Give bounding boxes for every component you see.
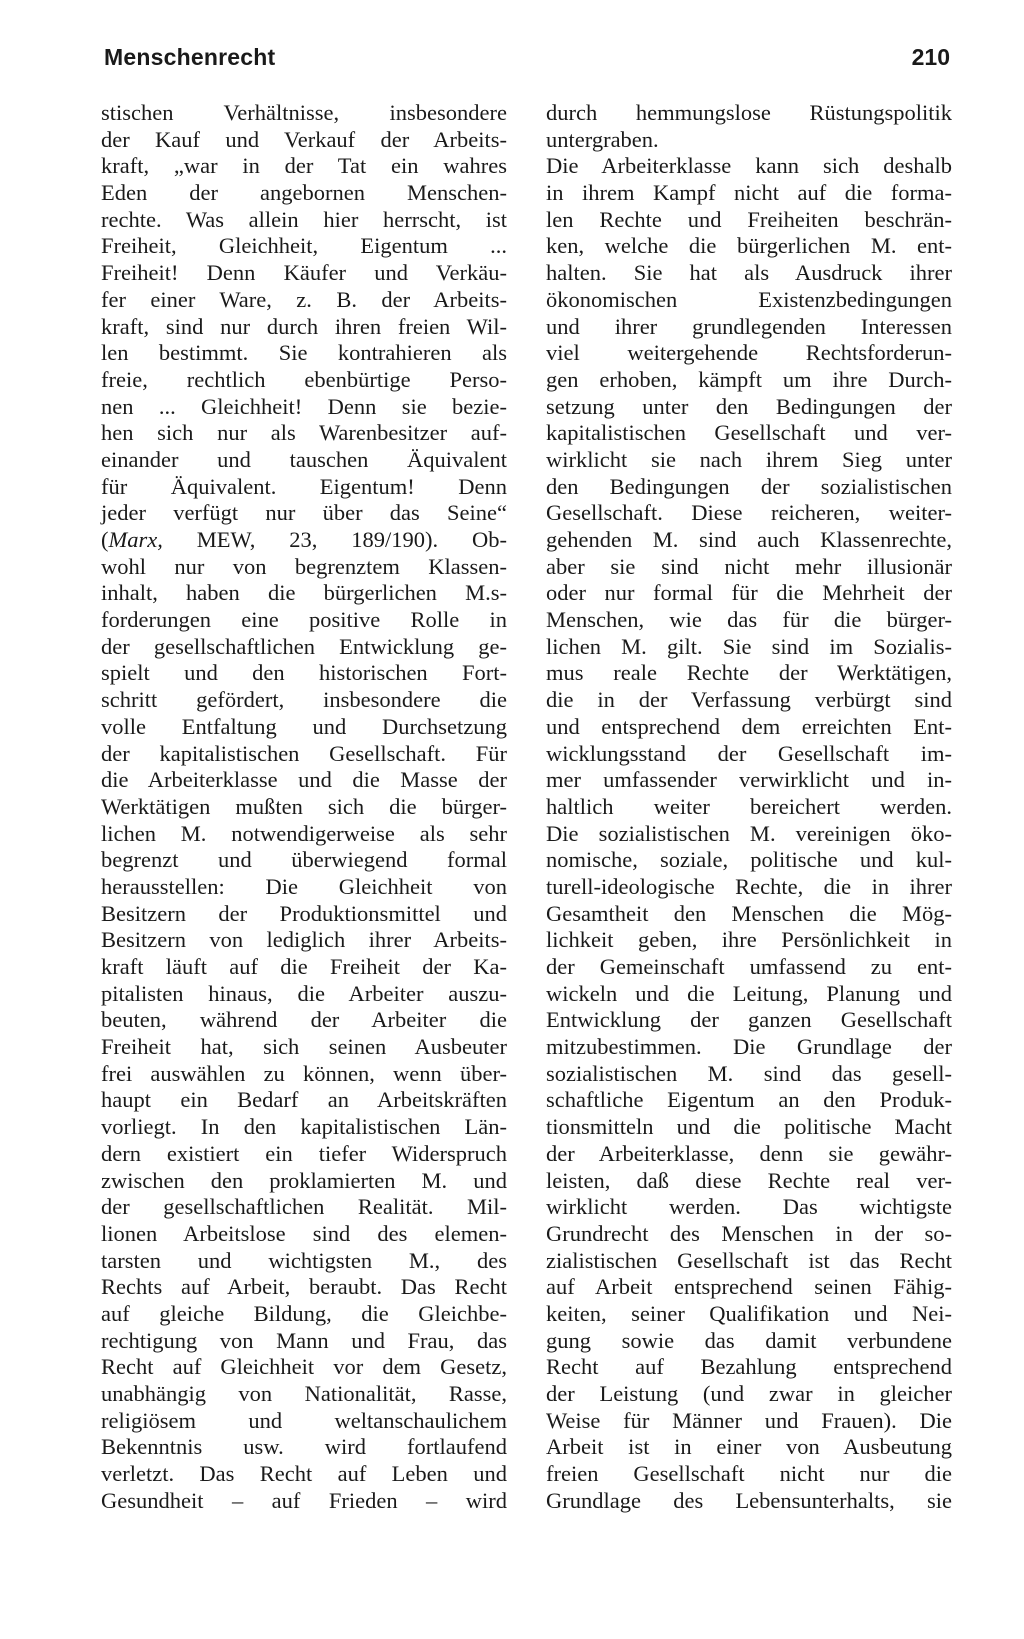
text-line: wirklicht sie nach ihrem Sieg unter bbox=[546, 446, 952, 472]
text-line: schaftliche Eigentum an den Produk- bbox=[546, 1087, 952, 1113]
text-line: Entwicklung der ganzen Gesellschaft bbox=[546, 1007, 952, 1033]
text-line: in ihrem Kampf nicht auf die forma- bbox=[546, 180, 952, 206]
text-line: viel weitergehende Rechtsforderun- bbox=[546, 340, 952, 366]
text-line: einander und tauschen Äquivalent bbox=[101, 446, 507, 472]
text-line: der gesellschaftlichen Realität. Mil- bbox=[101, 1194, 507, 1220]
text-line: Eden der angebornen Menschen- bbox=[101, 180, 507, 206]
text-line: und entsprechend dem erreichten Ent- bbox=[546, 713, 952, 739]
text-line: (Marx, MEW, 23, 189/190). Ob- bbox=[101, 527, 507, 552]
text-line: turell-ideologische Rechte, die in ihrer bbox=[546, 873, 952, 899]
text-line: gehenden M. sind auch Klassenrechte, bbox=[546, 527, 952, 552]
text-line: rechtigung von Mann und Frau, das bbox=[101, 1327, 507, 1353]
text-line: Gesamtheit den Menschen die Mög- bbox=[546, 900, 952, 926]
text-line: Besitzern von lediglich ihrer Arbeits- bbox=[101, 927, 507, 953]
text-line: kraft, sind nur durch ihren freien Wil- bbox=[101, 313, 507, 339]
text-line: Recht auf Gleichheit vor dem Gesetz, bbox=[101, 1354, 507, 1380]
text-line: der Gemeinschaft umfassend zu ent- bbox=[546, 954, 952, 979]
text-line: herausstellen: Die Gleichheit von bbox=[101, 873, 507, 899]
text-line: lichen M. notwendigerweise als sehr bbox=[101, 820, 507, 846]
text-line: wohl nur von begrenztem Klassen- bbox=[101, 553, 507, 579]
text-line: nomische, soziale, politische und kul- bbox=[546, 847, 952, 873]
text-line: rechte. Was allein hier herrscht, ist bbox=[101, 206, 507, 232]
text-line: forderungen eine positive Rolle in bbox=[101, 607, 507, 633]
text-line: fer einer Ware, z. B. der Arbeits- bbox=[101, 286, 507, 312]
text-line: vorliegt. In den kapitalistischen Län- bbox=[101, 1114, 507, 1140]
text-line: Arbeit ist in einer von Ausbeutung bbox=[546, 1434, 952, 1460]
text-line: haupt ein Bedarf an Arbeitskräften bbox=[101, 1087, 507, 1113]
text-line: freien Gesellschaft nicht nur die bbox=[546, 1461, 952, 1487]
text-line: zwischen den proklamierten M. und bbox=[101, 1167, 507, 1193]
text-line: zialistischen Gesellschaft ist das Recht bbox=[546, 1247, 952, 1273]
page-number: 210 bbox=[911, 44, 950, 70]
text-line: gung sowie das damit verbundene bbox=[546, 1327, 952, 1353]
text-line: dern existiert ein tiefer Widerspruch bbox=[101, 1140, 507, 1166]
text-column-left bbox=[101, 100, 507, 1514]
text-line: mer umfassender verwirklicht und in- bbox=[546, 767, 952, 793]
text-line: Besitzern der Produktionsmittel und bbox=[101, 900, 507, 926]
text-line: spielt und den historischen Fort- bbox=[101, 660, 507, 686]
text-line: der kapitalistischen Gesellschaft. Für bbox=[101, 740, 507, 766]
text-line: Grundlage des Lebensunterhalts, sie bbox=[546, 1487, 952, 1513]
text-line: mitzubestimmen. Die Grundlage der bbox=[546, 1034, 952, 1060]
text-line: len bestimmt. Sie kontrahieren als bbox=[101, 340, 507, 366]
text-line: Die Arbeiterklasse kann sich deshalb bbox=[546, 153, 952, 179]
text-line: für Äquivalent. Eigentum! Denn bbox=[101, 473, 507, 499]
text-line: der Leistung (und zwar in gleicher bbox=[546, 1381, 952, 1406]
text-line: wickeln und die Leitung, Planung und bbox=[546, 980, 952, 1006]
text-line: tarsten und wichtigsten M., des bbox=[101, 1247, 507, 1273]
text-line: und ihrer grundlegenden Interessen bbox=[546, 313, 952, 339]
text-line: ken, welche die bürgerlichen M. ent- bbox=[546, 233, 952, 259]
text-line: nen ... Gleichheit! Denn sie bezie- bbox=[101, 393, 507, 419]
text-line: Gesellschaft. Diese reicheren, weiter- bbox=[546, 500, 952, 526]
text-line: oder nur formal für die Mehrheit der bbox=[546, 580, 952, 606]
text-line: Recht auf Bezahlung entsprechend bbox=[546, 1354, 952, 1380]
text-line: religiösem und weltanschaulichem bbox=[101, 1407, 507, 1433]
text-line: hen sich nur als Warenbesitzer auf- bbox=[101, 420, 507, 446]
text-line: Menschen, wie das für die bürger- bbox=[546, 607, 952, 633]
text-line: keiten, seiner Qualifikation und Nei- bbox=[546, 1300, 952, 1326]
text-line: ökonomischen Existenzbedingungen bbox=[546, 286, 952, 312]
text-line: der Arbeiterklasse, denn sie gewähr- bbox=[546, 1140, 952, 1166]
text-line: aber sie sind nicht mehr illusionär bbox=[546, 553, 952, 579]
text-line: Freiheit hat, sich seinen Ausbeuter bbox=[101, 1034, 507, 1060]
text-line: tionsmitteln und die politische Macht bbox=[546, 1114, 952, 1140]
text-line: Weise für Männer und Frauen). Die bbox=[546, 1407, 952, 1433]
text-line: der gesellschaftlichen Entwicklung ge- bbox=[101, 633, 507, 659]
text-line: mus reale Rechte der Werktätigen, bbox=[546, 660, 952, 686]
text-line: inhalt, haben die bürgerlichen M.s- bbox=[101, 580, 507, 606]
text-line: Gesundheit – auf Frieden – wird bbox=[101, 1487, 507, 1513]
text-line: leisten, daß diese Rechte real ver- bbox=[546, 1167, 952, 1193]
text-line: wirklicht werden. Das wichtigste bbox=[546, 1194, 952, 1220]
text-line: unabhängig von Nationalität, Rasse, bbox=[101, 1381, 507, 1406]
text-line: frei auswählen zu können, wenn über- bbox=[101, 1060, 507, 1086]
running-head-title: Menschenrecht bbox=[104, 44, 276, 70]
text-line: schritt gefördert, insbesondere die bbox=[101, 687, 507, 713]
text-line: lionen Arbeitslose sind des elemen- bbox=[101, 1220, 507, 1246]
text-line: durch hemmungslose Rüstungspolitik bbox=[546, 100, 952, 125]
text-line: den Bedingungen der sozialistischen bbox=[546, 473, 952, 499]
text-line: untergraben. bbox=[546, 126, 659, 152]
text-line: Freiheit! Denn Käufer und Verkäu- bbox=[101, 260, 507, 286]
text-line: begrenzt und überwiegend formal bbox=[101, 847, 507, 873]
text-line: haltlich weiter bereichert werden. bbox=[546, 793, 952, 819]
text-line: der Kauf und Verkauf der Arbeits- bbox=[101, 126, 507, 152]
text-line: lichkeit geben, ihre Persönlichkeit in bbox=[546, 927, 952, 953]
text-line: sozialistischen M. sind das gesell- bbox=[546, 1060, 952, 1086]
text-line: verletzt. Das Recht auf Leben und bbox=[101, 1461, 507, 1487]
text-line: wicklungsstand der Gesellschaft im- bbox=[546, 740, 952, 766]
text-line: stischen Verhältnisse, insbesondere bbox=[101, 100, 507, 125]
text-line: Werktätigen mußten sich die bürger- bbox=[101, 793, 507, 819]
text-line: lichen M. gilt. Sie sind im Sozialis- bbox=[546, 633, 952, 659]
text-line: kraft, „war in der Tat ein wahres bbox=[101, 153, 507, 179]
text-line: beuten, während der Arbeiter die bbox=[101, 1007, 507, 1033]
text-line: volle Entfaltung und Durchsetzung bbox=[101, 713, 507, 739]
text-line: pitalisten hinaus, die Arbeiter auszu- bbox=[101, 980, 507, 1006]
text-line: Die sozialistischen M. vereinigen öko- bbox=[546, 820, 952, 846]
text-line: Grundrecht des Menschen in der so- bbox=[546, 1220, 952, 1246]
text-line: Freiheit, Gleichheit, Eigentum ... bbox=[101, 233, 507, 259]
text-line: die Arbeiterklasse und die Masse der bbox=[101, 767, 507, 793]
text-line: kapitalistischen Gesellschaft und ver- bbox=[546, 420, 952, 446]
text-line: len Rechte und Freiheiten beschrän- bbox=[546, 206, 952, 232]
text-column-right bbox=[546, 100, 952, 1514]
text-line: halten. Sie hat als Ausdruck ihrer bbox=[546, 260, 952, 286]
text-line: jeder verfügt nur über das Seine“ bbox=[101, 500, 507, 526]
text-line: freie, rechtlich ebenbürtige Perso- bbox=[101, 366, 507, 392]
text-line: auf gleiche Bildung, die Gleichbe- bbox=[101, 1300, 507, 1326]
text-line: Rechts auf Arbeit, beraubt. Das Recht bbox=[101, 1274, 507, 1300]
text-line: Bekenntnis usw. wird fortlaufend bbox=[101, 1434, 507, 1460]
text-line: die in der Verfassung verbürgt sind bbox=[546, 687, 952, 713]
text-line: gen erhoben, kämpft um ihre Durch- bbox=[546, 366, 952, 392]
text-line: auf Arbeit entsprechend seinen Fähig- bbox=[546, 1274, 952, 1300]
text-line: setzung unter den Bedingungen der bbox=[546, 393, 952, 419]
text-line: kraft läuft auf die Freiheit der Ka- bbox=[101, 954, 507, 979]
